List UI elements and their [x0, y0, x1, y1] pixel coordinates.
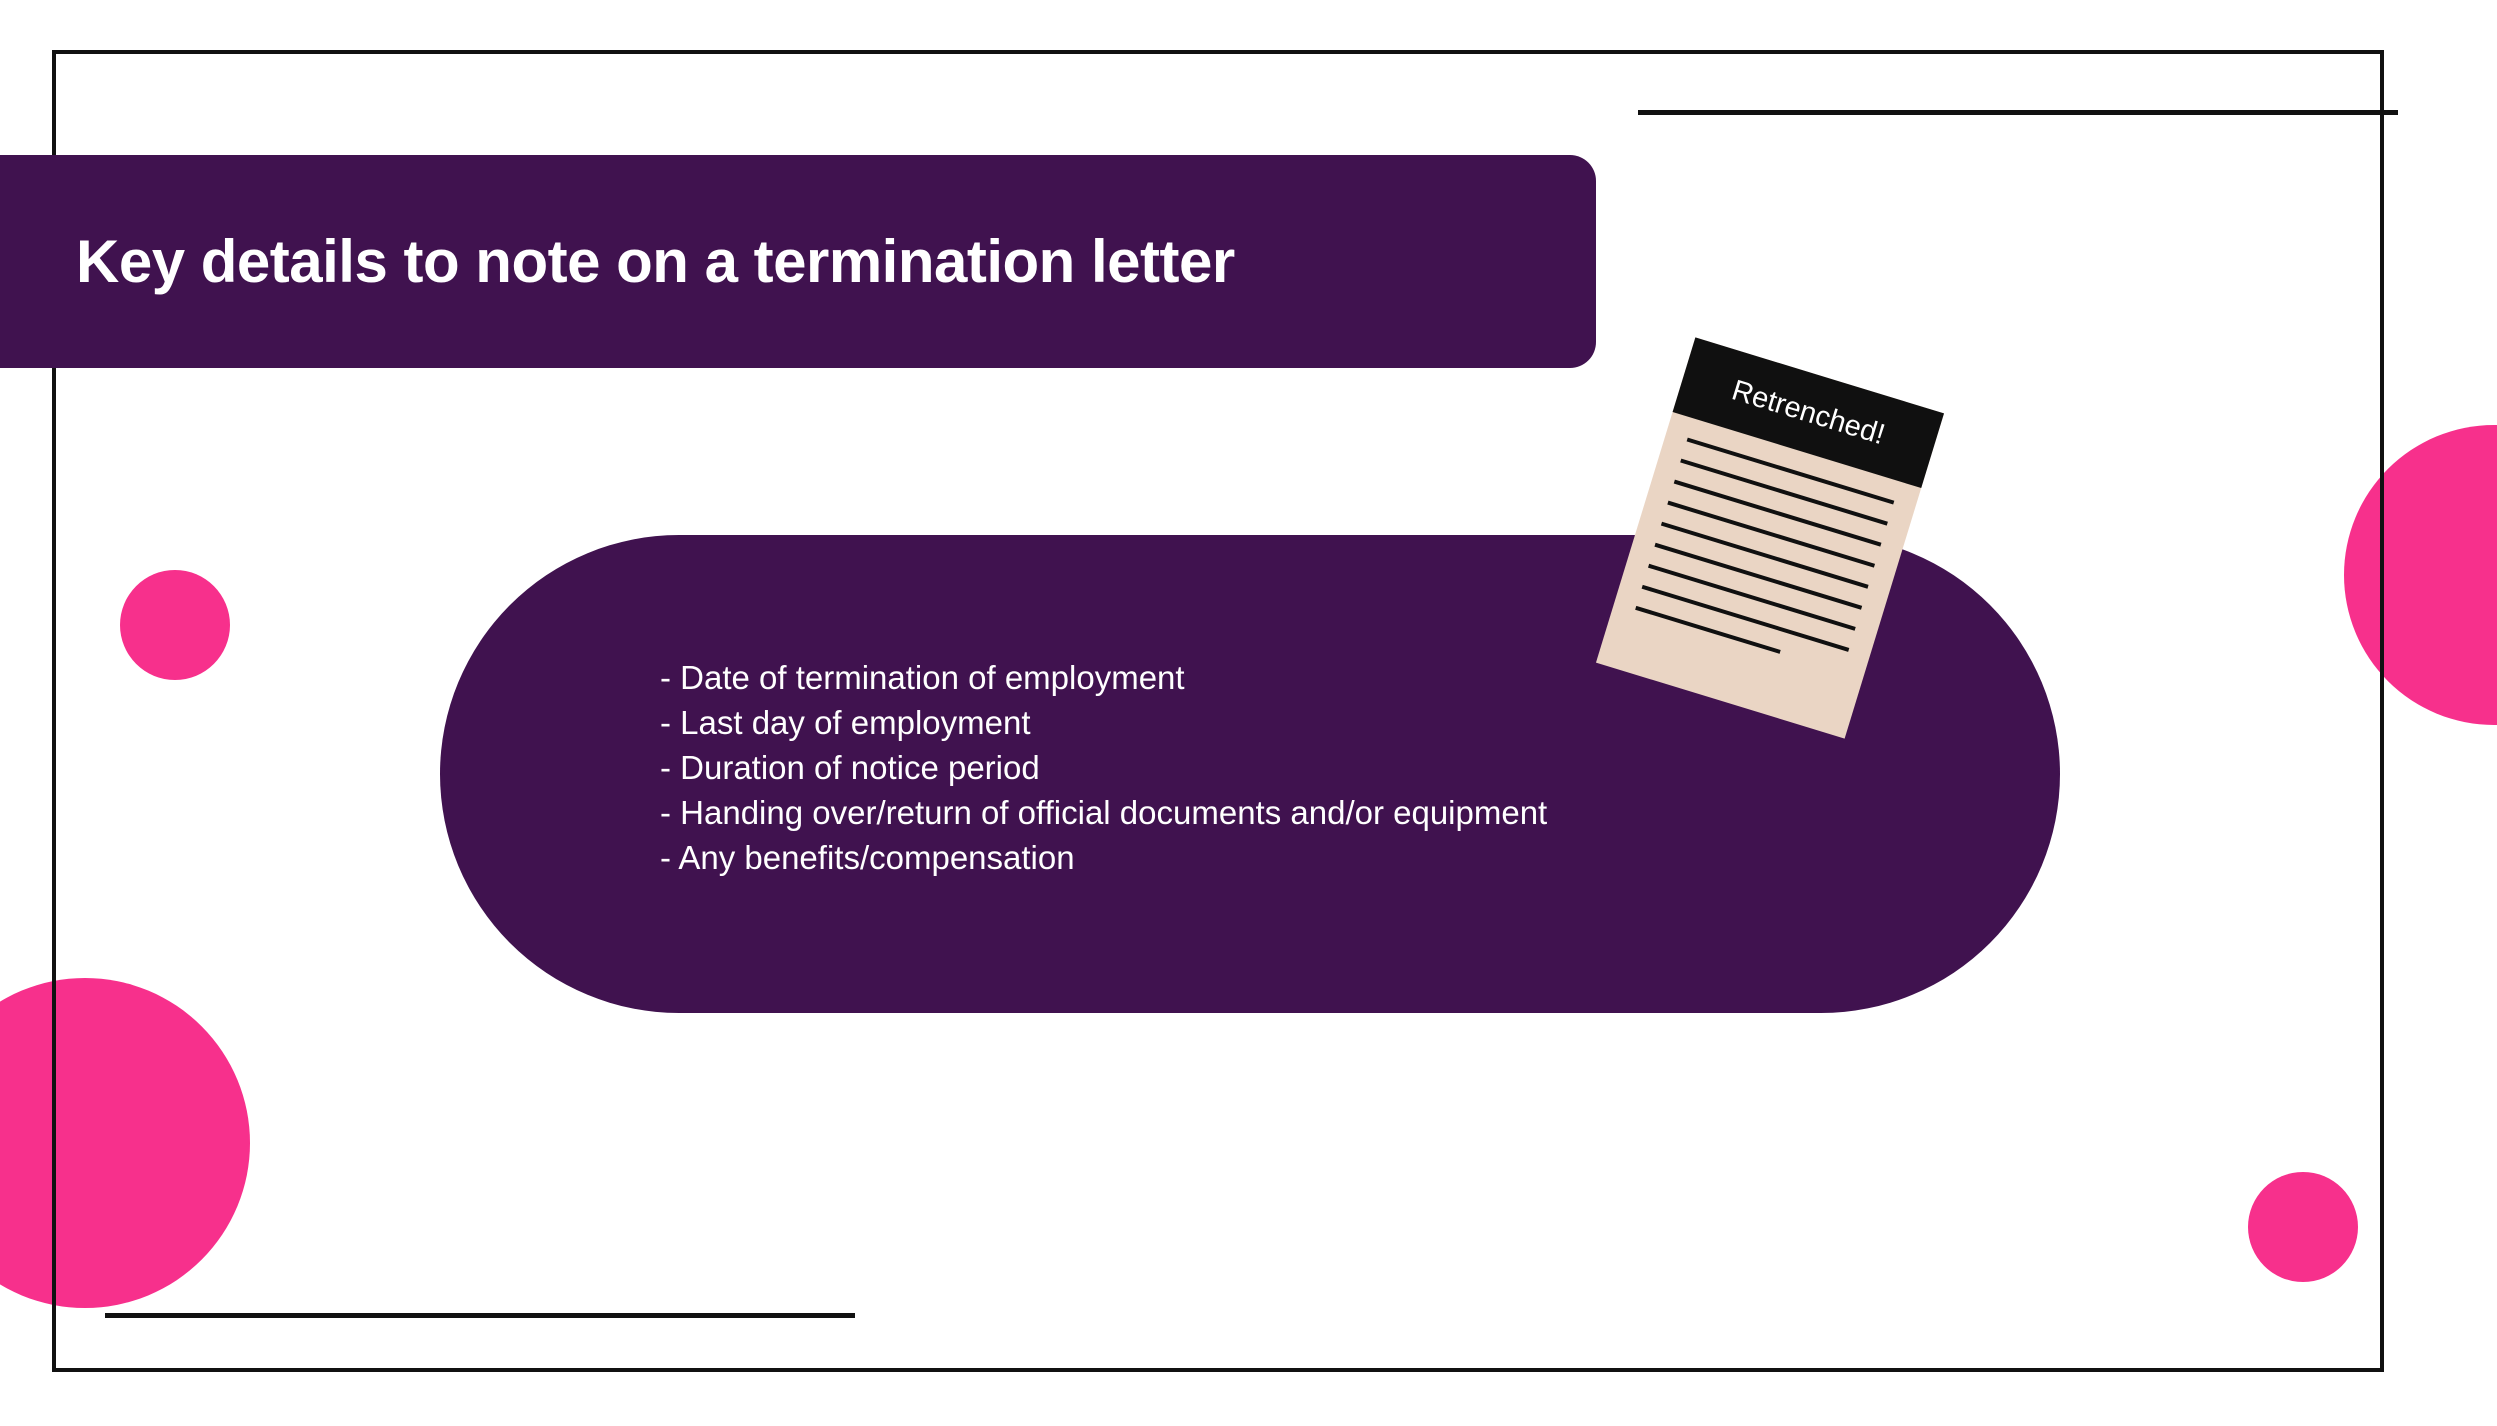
bullet-list	[660, 655, 1547, 880]
list-item: - Last day of employment	[660, 704, 1031, 741]
decorative-rule-bottom-left	[105, 1313, 855, 1318]
list-item: - Duration of notice period	[660, 749, 1040, 786]
title-band	[0, 155, 1596, 368]
list-item: - Handing over/return of official documents and/or equipment	[660, 794, 1548, 831]
decorative-rule-top-right	[1638, 110, 2398, 115]
list-item: - Any benefits/compensation	[660, 839, 1075, 876]
retrenched-stamp: Retrenched!	[1673, 337, 1944, 488]
list-item: - Date of termination of employment	[660, 659, 1185, 696]
page-title: Key details to note on a termination letter	[76, 228, 1235, 295]
